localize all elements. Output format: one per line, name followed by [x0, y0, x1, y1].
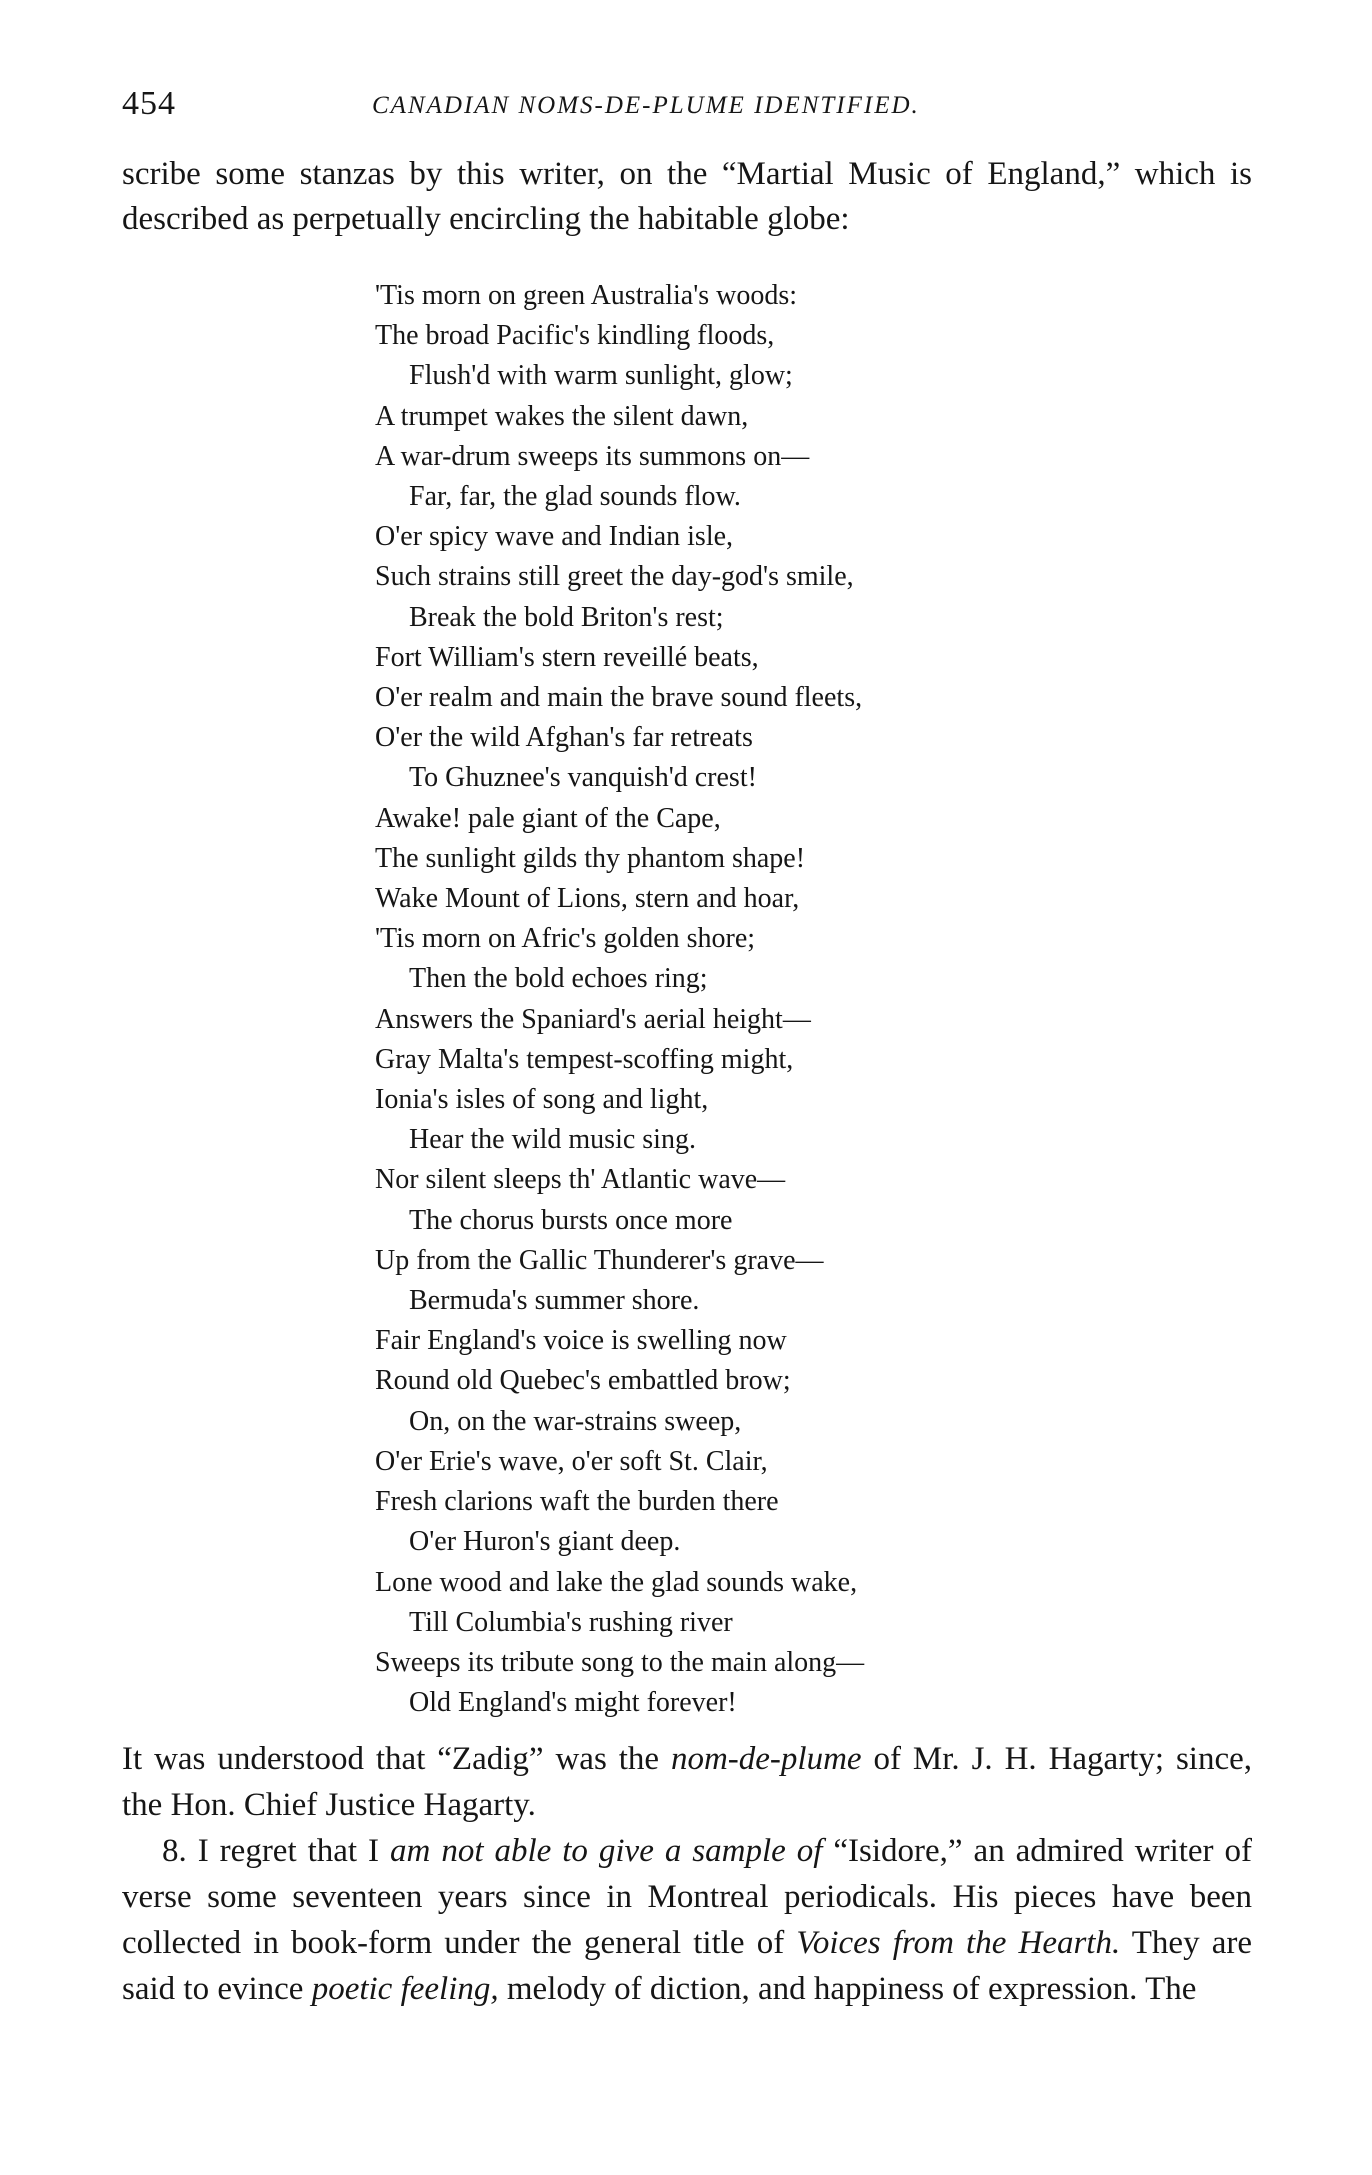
poem-line: The sunlight gilds thy phantom shape! [375, 842, 806, 874]
poem-line: To Ghuznee's vanquish'd crest! [409, 762, 757, 794]
isidore-text-mid: “Isidore,” an admired writer of verse some seventeen years since in Montreal periodicals. His pieces have been collected in book-form under the general title of [122, 1833, 1253, 1961]
poem-line: O'er realm and main the brave sound fleets, [375, 682, 863, 714]
poem-line: Answers the Spaniard's aerial height— [375, 1003, 811, 1035]
poem-line: Fort William's stern reveillé beats, [375, 641, 759, 673]
poem-line: O'er the wild Afghan's far retreats [375, 722, 753, 754]
poem-line: Fair England's voice is swelling now [375, 1325, 787, 1357]
poem [375, 276, 1135, 1723]
poem-line: Fresh clarions waft the burden there [375, 1486, 779, 1518]
poem-line: Up from the Gallic Thunderer's grave— [375, 1244, 824, 1276]
poem-line: Far, far, the glad sounds flow. [409, 481, 741, 513]
page-number: 454 [122, 85, 176, 122]
paragraph-zadig [122, 1736, 1252, 1828]
isidore-text-after: They are said to evince [122, 1925, 1252, 2007]
poem-line: Awake! pale giant of the Cape, [375, 802, 721, 834]
poem-line: Flush'd with warm sunlight, glow; [409, 360, 793, 392]
book-title: Voices from the Hearth. [796, 1925, 1121, 1961]
poem-line: 'Tis morn on Afric's golden shore; [375, 923, 756, 955]
poem-line: The chorus bursts once more [409, 1204, 733, 1236]
poem-line: Round old Quebec's embattled brow; [375, 1365, 791, 1397]
running-head [122, 84, 1252, 124]
poem-line: Sweeps its tribute song to the main along— [375, 1646, 865, 1678]
poem-line: Then the bold echoes ring; [409, 963, 708, 995]
zadig-text-end: of Mr. J. H. Hagarty; since, the Hon. Chief Justice Hagarty. [122, 1741, 1253, 1823]
intro-paragraph [122, 152, 1252, 242]
poem-line: Till Columbia's rushing river [409, 1606, 733, 1638]
poem-line: O'er Erie's wave, o'er soft St. Clair, [375, 1445, 768, 1477]
zadig-text-start: It was understood that “Zadig” was the [122, 1741, 671, 1777]
poem-line: Ionia's isles of song and light, [375, 1084, 709, 1116]
poem-line: 'Tis morn on green Australia's woods: [375, 280, 798, 311]
poem-line: On, on the war-strains sweep, [409, 1405, 742, 1437]
poem-line: The broad Pacific's kindling floods, [375, 320, 775, 352]
poem-line: Bermuda's summer shore. [409, 1285, 700, 1317]
isidore-italic-phrase-2: poetic feeling, [311, 1971, 499, 2007]
isidore-text-start: 8. I regret that I [162, 1833, 391, 1869]
poem-line: Gray Malta's tempest-scoffing might, [375, 1043, 794, 1075]
intro-text: scribe some stanzas by this writer, on the “Martial Music of England,” which is described as perpetually encircling the habitable globe: [122, 156, 1252, 237]
poem-line: Break the bold Briton's rest; [409, 601, 724, 633]
poem-line: O'er Huron's giant deep. [409, 1526, 681, 1558]
isidore-text-end: melody of diction, and happiness of expression. The [498, 1971, 1197, 2007]
poem-line: Old England's might forever! [409, 1687, 737, 1719]
isidore-italic-phrase: am not able to give a sample of [390, 1833, 823, 1869]
zadig-term: nom-de-plume [670, 1741, 862, 1777]
poem-line: O'er spicy wave and Indian isle, [375, 521, 734, 553]
poem-line: Nor silent sleeps th' Atlantic wave— [375, 1164, 786, 1196]
paragraph-isidore [122, 1828, 1252, 2012]
body-text [122, 1736, 1252, 2012]
poem-line: Wake Mount of Lions, stern and hoar, [375, 883, 800, 915]
poem-line: Such strains still greet the day-god's smile, [375, 561, 854, 593]
poem-line: Lone wood and lake the glad sounds wake, [375, 1566, 858, 1598]
poem-line: Hear the wild music sing. [409, 1124, 696, 1156]
poem-line: A trumpet wakes the silent dawn, [375, 400, 749, 432]
running-title: CANADIAN NOMS-DE-PLUME IDENTIFIED. [372, 92, 920, 119]
poem-line: A war-drum sweeps its summons on— [375, 440, 810, 472]
